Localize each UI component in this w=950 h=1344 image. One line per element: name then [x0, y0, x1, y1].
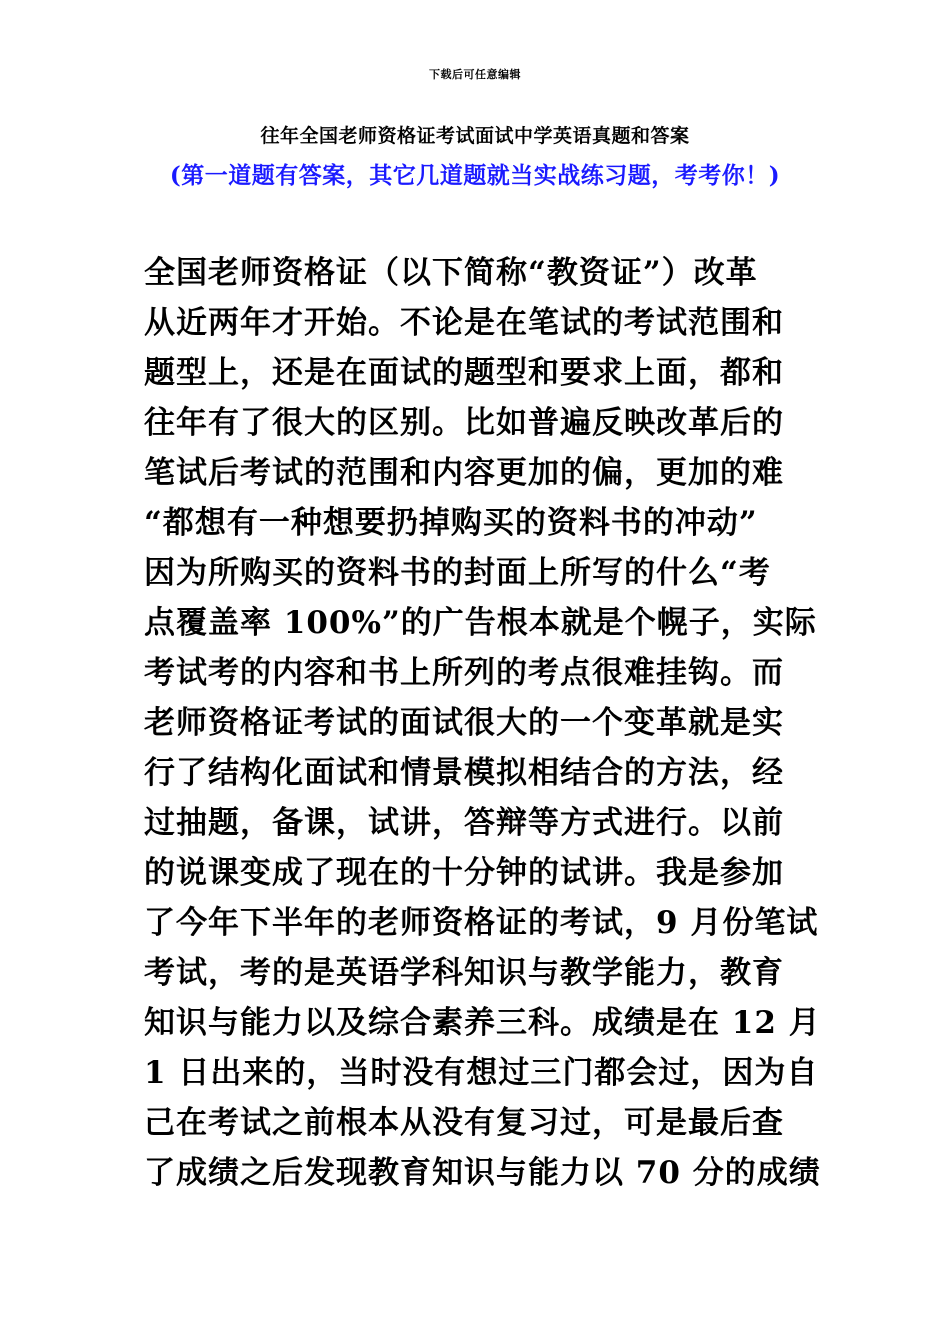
body-line: 过抽题，备课，试讲，答辩等方式进行。以前: [144, 805, 784, 841]
body-line: 题型上，还是在面试的题型和要求上面，都和: [144, 355, 784, 391]
body-text: [144, 248, 824, 1198]
document-subtitle: (第一道题有答案，其它几道题就当实战练习题，考考你！): [169, 162, 781, 189]
header-note: 下载后可任意编辑: [429, 68, 521, 81]
body-line: 笔试后考试的范围和内容更加的偏，更加的难: [144, 455, 784, 491]
body-line: 1 日出来的，当时没有想过三门都会过，因为自: [144, 1055, 819, 1091]
document-title: 往年全国老师资格证考试面试中学英语真题和答案: [260, 125, 690, 147]
body-line: 考试考的内容和书上所列的考点很难挂钩。而: [144, 655, 784, 691]
body-line: 因为所购买的资料书的封面上所写的什么“考: [144, 555, 771, 591]
body-line: 己在考试之前根本从没有复习过，可是最后查: [144, 1105, 784, 1141]
body-line: 老师资格证考试的面试很大的一个变革就是实: [144, 705, 784, 741]
body-line: 的说课变成了现在的十分钟的试讲。我是参加: [144, 855, 784, 891]
body-line: 点覆盖率 100%”的广告根本就是个幌子，实际: [144, 605, 817, 641]
body-line: 了今年下半年的老师资格证的考试，9 月份笔试: [144, 905, 819, 941]
body-line: 行了结构化面试和情景模拟相结合的方法，经: [144, 755, 784, 791]
body-line: 知识与能力以及综合素养三科。成绩是在 12 月: [144, 1005, 821, 1041]
body-line: 往年有了很大的区别。比如普遍反映改革后的: [144, 405, 784, 441]
body-line: 从近两年才开始。不论是在笔试的考试范围和: [144, 305, 784, 341]
body-line: “都想有一种想要扔掉购买的资料书的冲动”: [144, 505, 758, 541]
body-line: 了成绩之后发现教育知识与能力以 70 分的成绩: [144, 1155, 821, 1191]
body-line: 全国老师资格证（以下简称“教资证”）改革: [144, 255, 758, 291]
body-line: 考试，考的是英语学科知识与教学能力，教育: [144, 955, 784, 991]
